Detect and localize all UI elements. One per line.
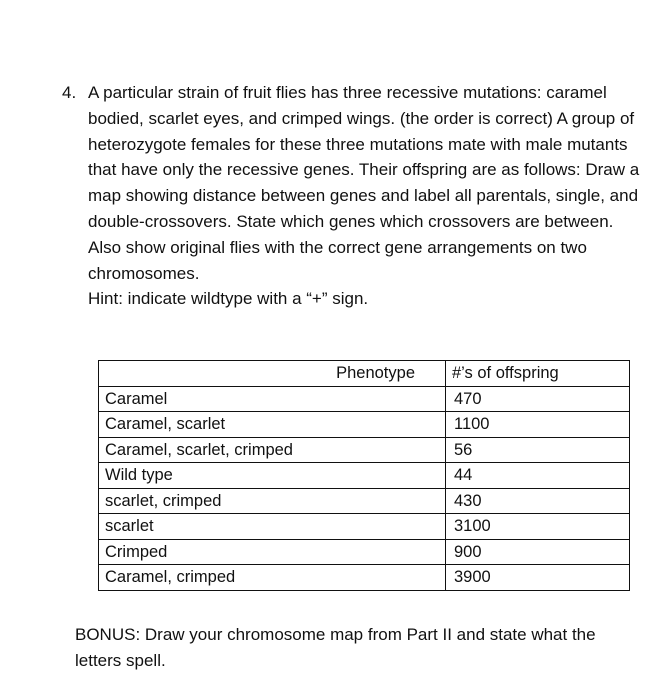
question-block [62,80,642,312]
table-row [99,463,630,489]
table-header-row [99,361,630,387]
question-hint: Hint: indicate wildtype with a “+” sign. [88,289,369,309]
phenotype-cell: Caramel, scarlet [99,412,446,438]
phenotype-cell: Caramel, scarlet, crimped [99,437,446,463]
count-header: #’s of offspring [446,361,630,387]
table-row [99,412,630,438]
count-cell: 56 [446,437,630,463]
table-row [99,386,630,412]
phenotype-cell: Caramel, crimped [99,565,446,591]
phenotype-cell: Crimped [99,539,446,565]
phenotype-header: Phenotype [99,361,446,387]
bonus-text: BONUS: Draw your chromosome map from Part II and state what the letters spell. [75,625,596,670]
table-row [99,488,630,514]
table-row [99,539,630,565]
count-cell: 44 [446,463,630,489]
phenotype-cell: Wild type [99,463,446,489]
table-row [99,514,630,540]
phenotype-cell: Caramel [99,386,446,412]
count-cell: 3900 [446,565,630,591]
table-row [99,437,630,463]
count-cell: 1100 [446,412,630,438]
count-cell: 470 [446,386,630,412]
count-cell: 900 [446,539,630,565]
count-cell: 3100 [446,514,630,540]
question-number: 4. [62,83,77,102]
offspring-table [98,360,630,591]
count-cell: 430 [446,488,630,514]
table-row [99,565,630,591]
question-text: A particular strain of fruit flies has three recessive mutations: caramel bodied, scarlet eyes, and crimped wings. (the order is correct) A group of heterozygote females for these three mutations mate with male mutants that have only the recessive genes. Their offspring are as follows: Draw a map showing distance between genes and label all parentals, single, and double-crossovers. State which genes which crossovers are between. Also show original flies with the correct gene arrangements on two chromosomes. [88,83,640,283]
phenotype-cell: scarlet [99,514,446,540]
phenotype-cell: scarlet, crimped [99,488,446,514]
